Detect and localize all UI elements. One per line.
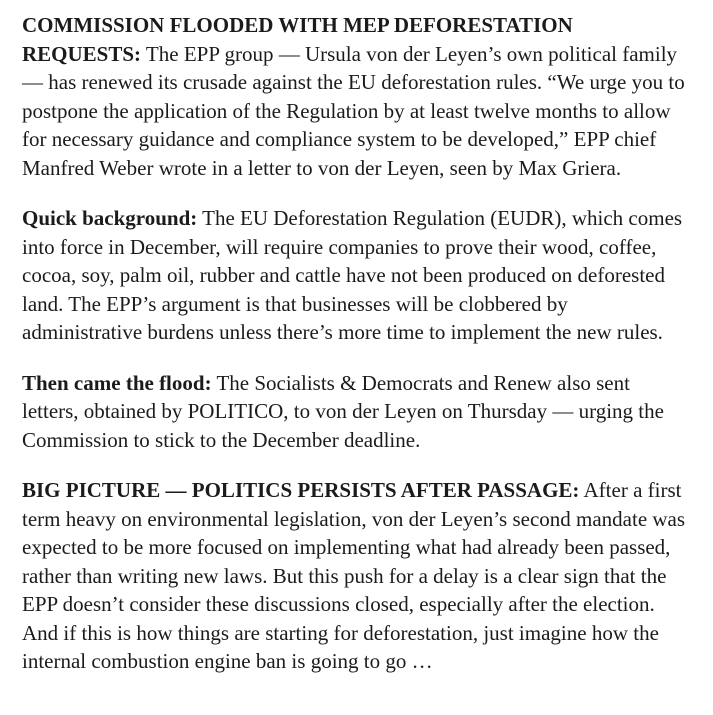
paragraph-lead: Then came the flood: (22, 370, 212, 395)
paragraph-lead: BIG PICTURE — POLITICS PERSISTS AFTER PASSAGE: (22, 478, 580, 502)
paragraph-commission-flooded (22, 11, 691, 182)
paragraph-body: The EPP group — Ursula von der Leyen’s own political family — has renewed its crusade against the EU deforestation rules. “We urge you to postpone the application of the Regulation by at least twelve months to allow for necessary guidance and compliance system to be developed,” EPP chief Manfred Weber wrote in a letter to von der Leyen, seen by Max Griera. (22, 41, 685, 180)
paragraph-big-picture (22, 476, 691, 676)
paragraph-body: The EU Deforestation Regulation (EUDR), which comes into force in December, will require companies to prove their wood, coffee, cocoa, soy, palm oil, rubber and cattle have not been produced on deforested land. The EPP’s argument is that businesses will be clobbered by administrative burdens unless there’s more time to implement the new rules. (22, 206, 683, 344)
paragraph-then-came-the-flood (22, 369, 691, 455)
paragraph-body: After a first term heavy on environmental legislation, von der Leyen’s second mandate was expected to be more focused on implementing what had already been passed, rather than writing new laws. But this push for a delay is a clear sign that the EPP doesn’t consider these discussions closed, especially after the election. And if this is how things are starting for deforestation, just imagine how the internal combustion engine ban is going to go … (22, 478, 686, 673)
paragraph-quick-background (22, 204, 691, 347)
paragraph-lead: Quick background: (22, 206, 198, 230)
paragraph-body: The Socialists & Democrats and Renew also sent letters, obtained by POLITICO, to von der Leyen on Thursday — urging the Commission to stick to the December deadline. (22, 370, 664, 452)
paragraph-lead: COMMISSION FLOODED WITH MEP DEFORESTATION REQUESTS: (22, 13, 573, 66)
